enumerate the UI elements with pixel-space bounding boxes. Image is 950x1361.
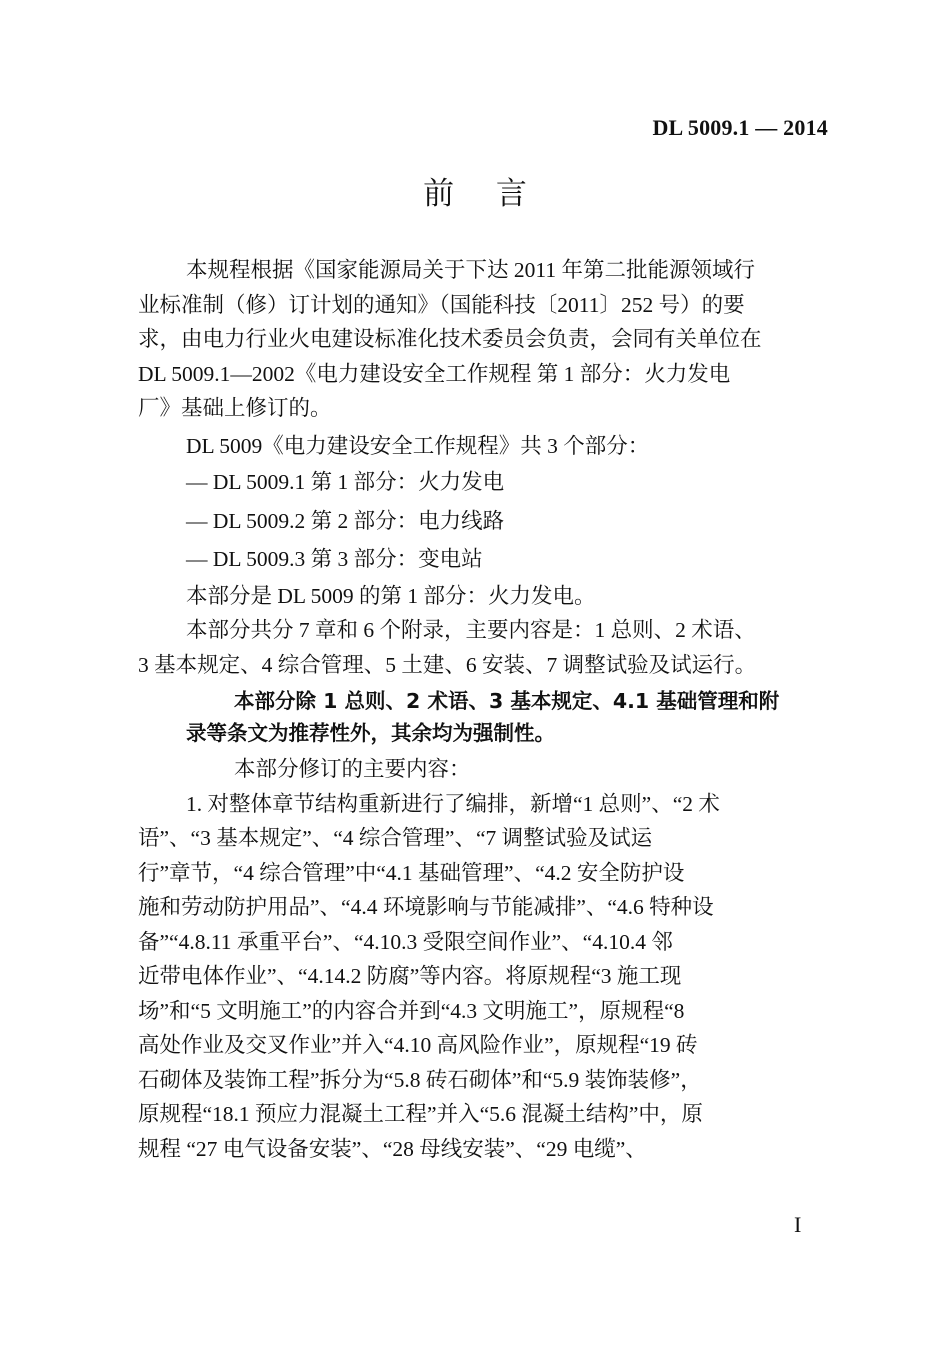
text-line: 厂》基础上修订的。: [138, 396, 332, 420]
text-line: 语”、“3 基本规定”、“4 综合管理”、“7 调整试验及试运: [138, 826, 653, 850]
paragraph-mandatory-statement: [138, 685, 838, 749]
list-item: — DL 5009.3 第 3 部分：变电站: [186, 547, 483, 571]
text-line: 高处作业及交叉作业”并入“4.10 高风险作业”，原规程“19 砖: [138, 1033, 698, 1057]
text-line: 场”和“5 文明施工”的内容合并到“4.3 文明施工”，原规程“8: [138, 998, 685, 1023]
page-number: I: [794, 1212, 802, 1237]
list-item: — DL 5009.1 第 1 部分：火力发电: [186, 470, 505, 494]
text-line: 1. 对整体章节结构重新进行了编排，新增“1 总则”、“2 术: [186, 791, 720, 816]
text-line: 本部分除 1 总则、2 术语、3 基本规定、4.1 基础管理和附: [234, 689, 780, 713]
paragraph-revision-basis: [138, 253, 838, 426]
paragraph-chapters: [138, 613, 838, 682]
paragraph-revision-items: [138, 787, 838, 1167]
document-code: DL 5009.1 — 2014: [652, 115, 828, 140]
paragraph-revision-heading: 本部分修订的主要内容：: [234, 757, 471, 781]
text-line: 求，由电力行业火电建设标准化技术委员会负责，会同有关单位在: [138, 327, 762, 351]
paragraph-this-part: 本部分是 DL 5009 的第 1 部分：火力发电。: [186, 583, 596, 608]
parts-list: [138, 463, 838, 579]
page-title: 前 言: [423, 176, 543, 212]
list-item: — DL 5009.2 第 2 部分：电力线路: [186, 508, 505, 533]
text-line: 业标准制（修）订计划的通知》（国能科技〔2011〕252 号）的要: [138, 292, 745, 317]
document-body: [138, 253, 838, 1166]
text-line: 备”“4.8.11 承重平台”、“4.10.3 受限空间作业”、“4.10.4 邻: [138, 929, 673, 954]
text-line: 本规程根据《国家能源局关于下达 2011 年第二批能源领域行: [186, 258, 755, 282]
text-line: 行”章节，“4 综合管理”中“4.1 基础管理”、“4.2 安全防护设: [138, 860, 685, 885]
text-line: 近带电体作业”、“4.14.2 防腐”等内容。将原规程“3 施工现: [138, 964, 682, 988]
text-line: 原规程“18.1 预应力混凝土工程”并入“5.6 混凝土结构”中，原: [138, 1102, 703, 1126]
text-line: 录等条文为推荐性外，其余均为强制性。: [186, 721, 555, 745]
text-line: 规程 “27 电气设备安装”、“28 母线安装”、“29 电缆”、: [138, 1136, 647, 1161]
text-line: 3 基本规定、4 综合管理、5 土建、6 安装、7 调整试验及试运行。: [138, 652, 757, 677]
text-line: 本部分共分 7 章和 6 个附录，主要内容是：1 总则、2 术语、: [186, 618, 756, 642]
text-line: 石砌体及装饰工程”拆分为“5.8 砖石砌体”和“5.9 装饰装修”，: [138, 1067, 702, 1092]
text-line: 施和劳动防护用品”、“4.4 环境影响与节能减排”、“4.6 特种设: [138, 895, 714, 919]
paragraph-parts-intro: DL 5009《电力建设安全工作规程》共 3 个部分：: [186, 433, 650, 458]
text-line: DL 5009.1—2002《电力建设安全工作规程 第 1 部分：火力发电: [138, 361, 731, 386]
